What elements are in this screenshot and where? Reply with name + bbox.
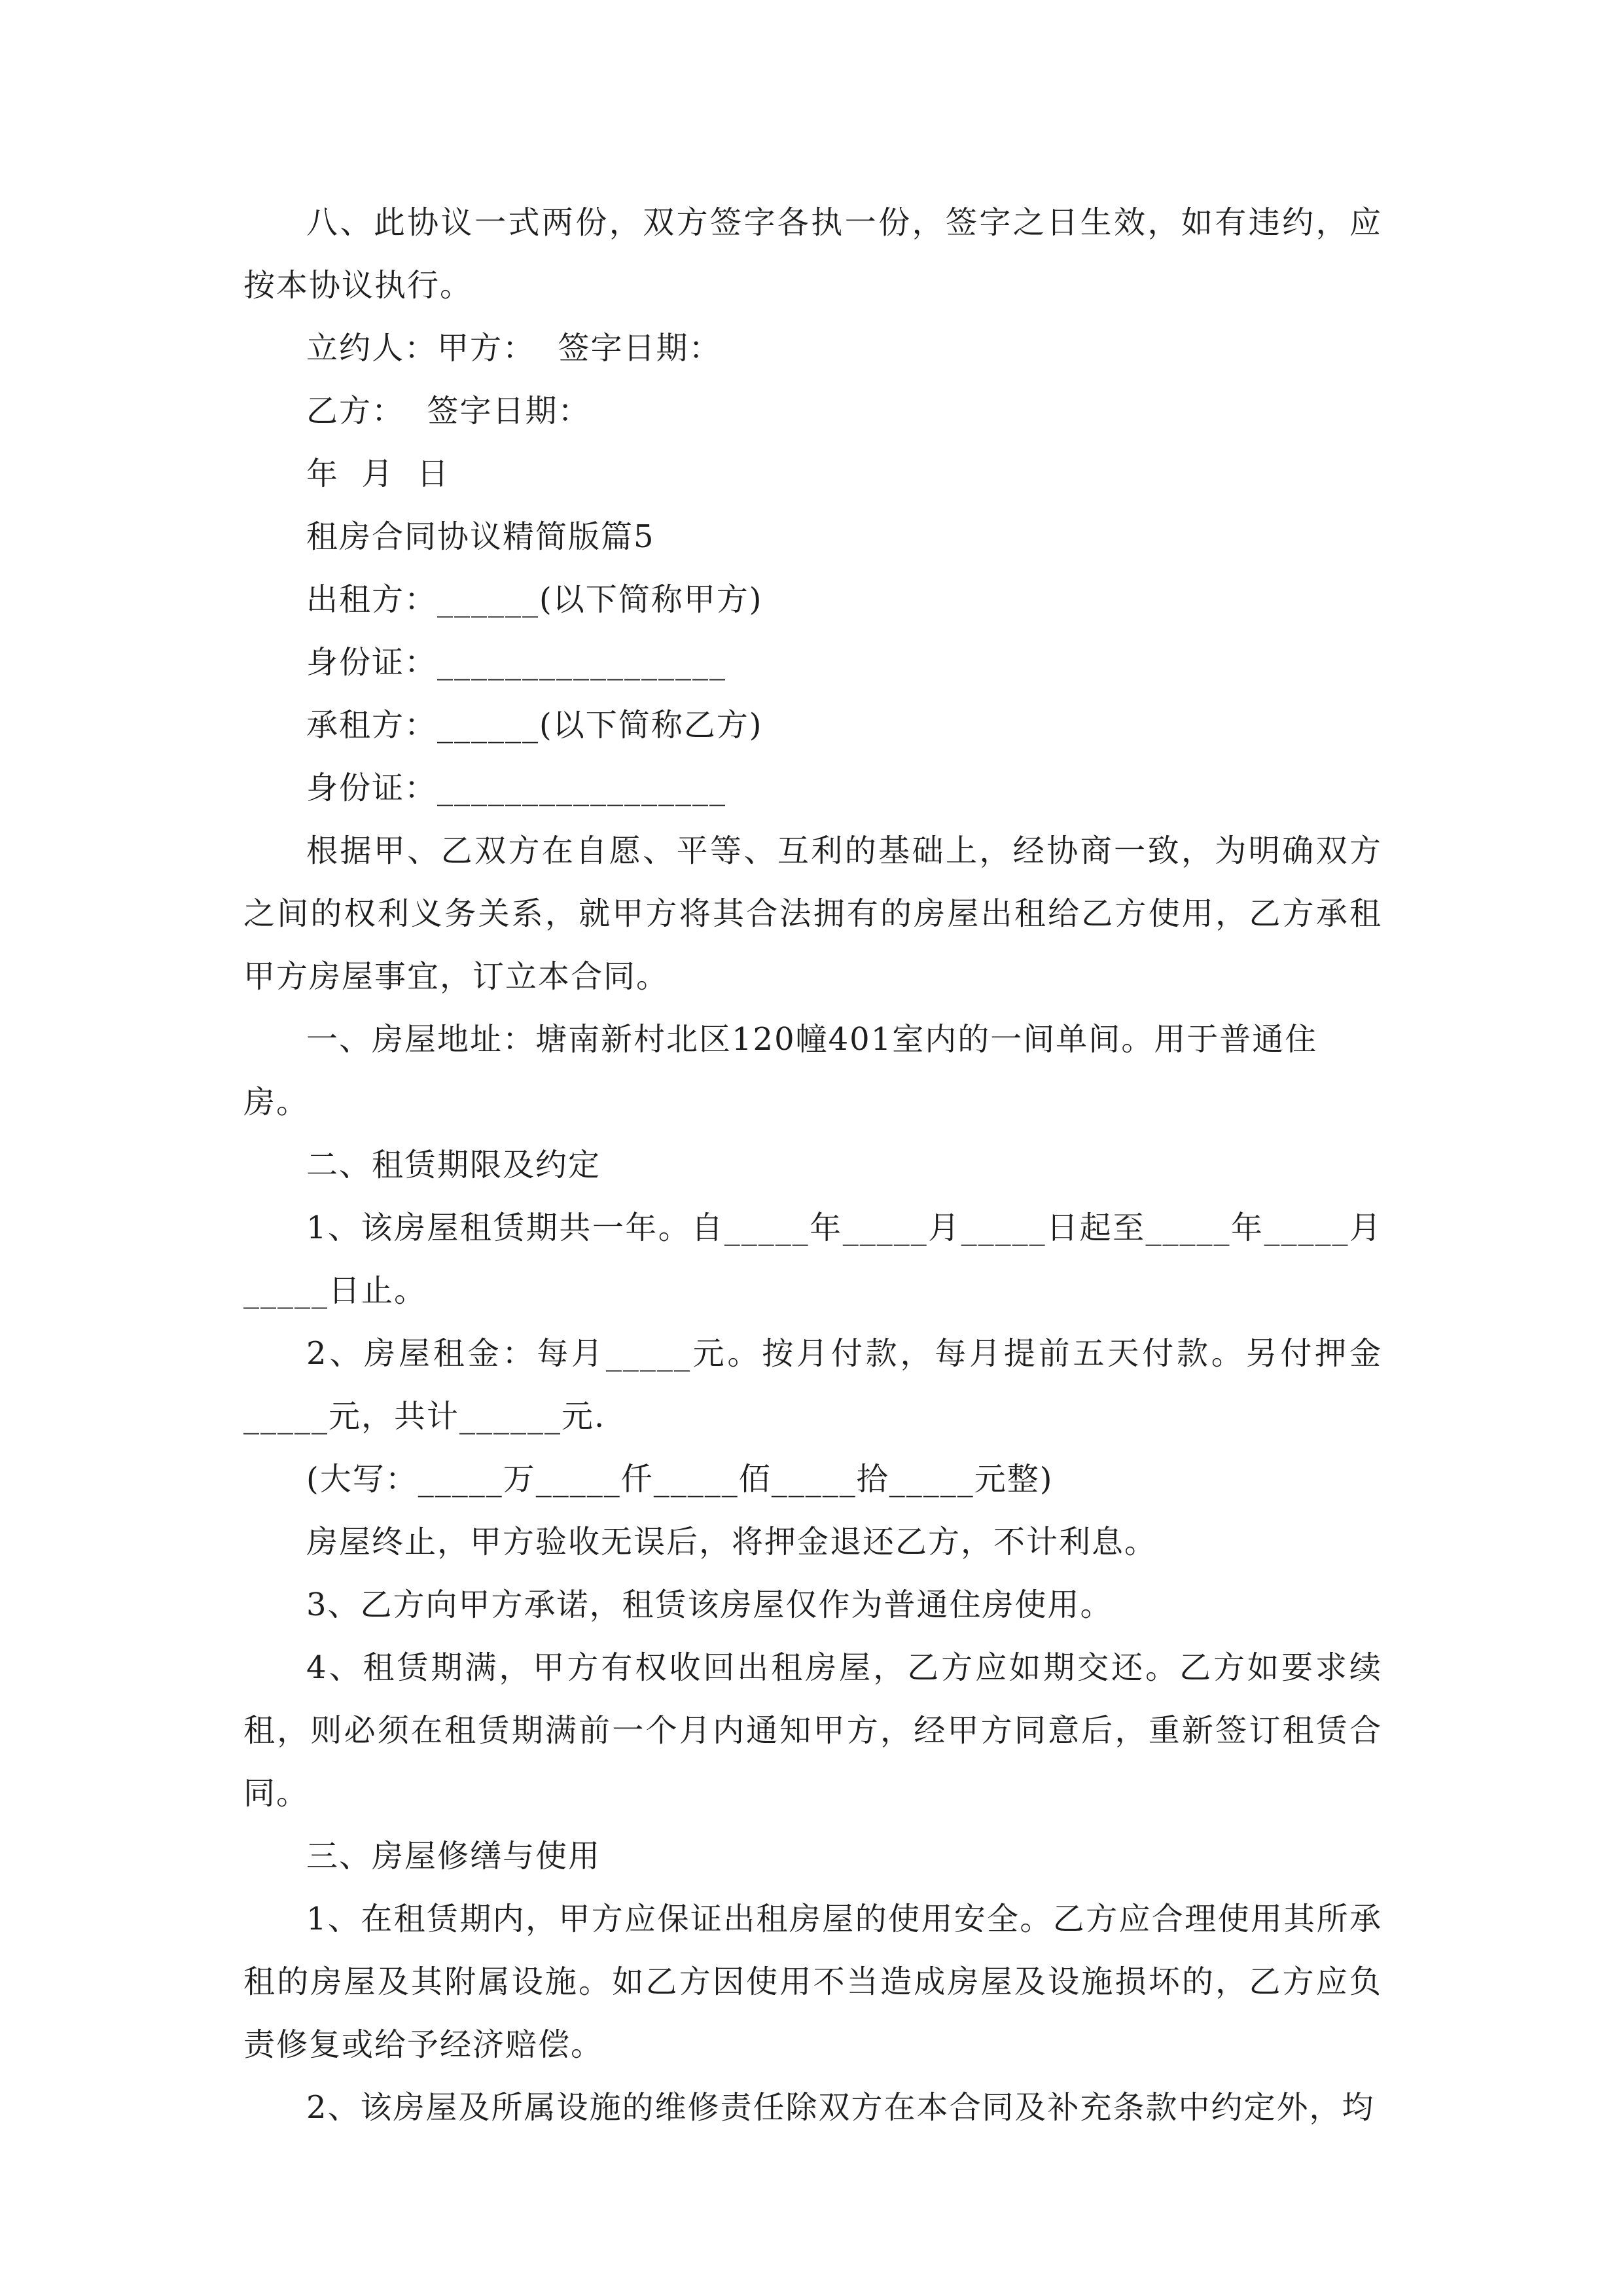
term-rent: 2、房屋租金：每月_____元。按月付款，每月提前五天付款。另付押金_____元，共计______元. <box>243 1335 1382 1435</box>
term-maintenance-responsibility: 2、该房屋及所属设施的维修责任除双方在本合同及补充条款中约定外，均 <box>306 2089 1375 2126</box>
section-title: 租房合同协议精简版篇5 <box>306 518 655 555</box>
lessee-id-field: 身份证：_________________ <box>306 770 727 806</box>
clause-3-heading: 三、房屋修缮与使用 <box>306 1838 601 1874</box>
term-rent-in-words: (大写：_____万_____仟_____佰_____拾_____元整) <box>306 1461 1054 1498</box>
term-safety-and-repair: 1、在租赁期内，甲方应保证出租房屋的使用安全。乙方应合理使用其所承租的房屋及其附属设施。如乙方因使用不当造成房屋及设施损坏的，乙方应负责修复或给予经济赔偿。 <box>243 1901 1382 2063</box>
lessor-field: 出租方：______(以下简称甲方) <box>306 581 763 618</box>
term-residential-use: 3、乙方向甲方承诺，租赁该房屋仅作为普通住房使用。 <box>306 1587 1113 1623</box>
signatory-party-b-line: 乙方： 签字日期： <box>306 393 591 429</box>
clause-8-agreement-copies: 八、此协议一式两份，双方签字各执一份，签字之日生效，如有违约，应按本协议执行。 <box>243 204 1382 304</box>
term-renewal: 4、租赁期满，甲方有权收回出租房屋，乙方应如期交还。乙方如要求续租，则必须在租赁期满前一个月内通知甲方，经甲方同意后，重新签订租赁合同。 <box>243 1649 1382 1812</box>
preamble-paragraph: 根据甲、乙双方在自愿、平等、互利的基础上，经协商一致，为明确双方之间的权利义务关系，就甲方将其合法拥有的房屋出租给乙方使用，乙方承租甲方房屋事宜，订立本合同。 <box>243 833 1382 995</box>
document-body <box>243 191 1382 2139</box>
clause-2-heading: 二、租赁期限及约定 <box>306 1147 601 1183</box>
signatory-party-a-line: 立约人：甲方： 签字日期： <box>306 330 722 367</box>
lessee-field: 承租方：______(以下简称乙方) <box>306 707 763 744</box>
term-lease-period: 1、该房屋租赁期共一年。自_____年_____月_____日起至_____年_____月_____日止。 <box>243 1210 1382 1309</box>
lessor-id-field: 身份证：_________________ <box>306 644 727 681</box>
clause-1-address: 一、房屋地址：塘南新村北区120幢401室内的一间单间。用于普通住房。 <box>243 1021 1318 1121</box>
signature-date-line: 年 月 日 <box>306 456 450 492</box>
term-deposit-return: 房屋终止，甲方验收无误后，将押金退还乙方，不计利息。 <box>306 1524 1158 1560</box>
